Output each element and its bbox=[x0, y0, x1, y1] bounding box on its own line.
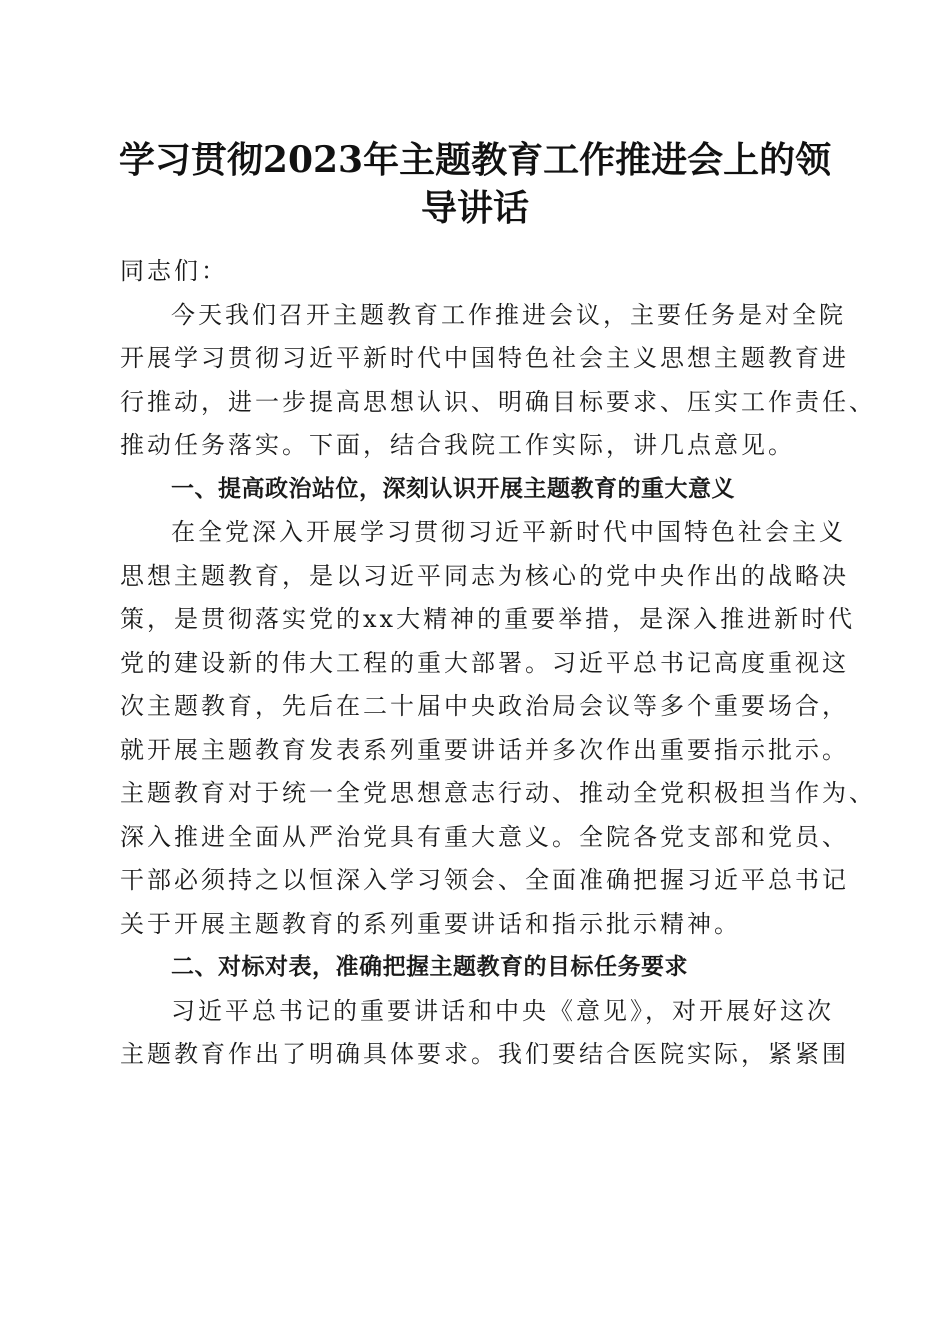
paragraph-line: 思想主题教育，是以习近平同志为核心的党中央作出的战略决 bbox=[120, 561, 849, 590]
title-line-1: 学习贯彻2023年主题教育工作推进会上的领 bbox=[118, 139, 832, 181]
paragraph-line: 次主题教育，先后在二十届中央政治局会议等多个重要场合， bbox=[120, 692, 849, 720]
section-2-heading: 二、对标对表，准确把握主题教育的目标任务要求 bbox=[171, 954, 688, 980]
salutation: 同志们： bbox=[120, 257, 228, 285]
document-body bbox=[120, 250, 876, 1077]
section-2-paragraph bbox=[120, 990, 849, 1077]
paragraph-line: 关于开展主题教育的系列重要讲话和指示批示精神。 bbox=[120, 909, 741, 938]
paragraph-line: 策，是贯彻落实党的xx大精神的重要举措，是深入推进新时代 bbox=[120, 605, 856, 633]
document-title bbox=[110, 136, 840, 232]
paragraph-line: 主题教育对于统一全党思想意志行动、推动全党积极担当作为、 bbox=[120, 779, 876, 807]
section-1-heading: 一、提高政治站位，深刻认识开展主题教育的重大意义 bbox=[171, 475, 735, 502]
paragraph-line: 开展学习贯彻习近平新时代中国特色社会主义思想主题教育进 bbox=[120, 344, 849, 372]
section-1-paragraph bbox=[120, 511, 876, 946]
paragraph-line: 就开展主题教育发表系列重要讲话并多次作出重要指示批示。 bbox=[120, 735, 849, 764]
paragraph-line: 干部必须持之以恒深入学习领会、全面准确把握习近平总书记 bbox=[120, 866, 849, 894]
paragraph-line: 习近平总书记的重要讲话和中央《意见》，对开展好这次 bbox=[171, 996, 834, 1025]
title-line-2: 导讲话 bbox=[420, 187, 529, 229]
paragraph-line: 行推动，进一步提高思想认识、明确目标要求、压实工作责任、 bbox=[120, 387, 876, 416]
paragraph-line: 主题教育作出了明确具体要求。我们要结合医院实际，紧紧围 bbox=[120, 1040, 849, 1068]
paragraph-line: 今天我们召开主题教育工作推进会议，主要任务是对全院 bbox=[171, 300, 846, 329]
paragraph-line: 在全党深入开展学习贯彻习近平新时代中国特色社会主义 bbox=[171, 518, 846, 546]
paragraph-line: 深入推进全面从严治党具有重大意义。全院各党支部和党员、 bbox=[120, 822, 849, 851]
intro-paragraph bbox=[120, 294, 876, 468]
paragraph-line: 党的建设新的伟大工程的重大部署。习近平总书记高度重视这 bbox=[120, 648, 849, 677]
paragraph-line: 推动任务落实。下面，结合我院工作实际，讲几点意见。 bbox=[120, 431, 795, 459]
